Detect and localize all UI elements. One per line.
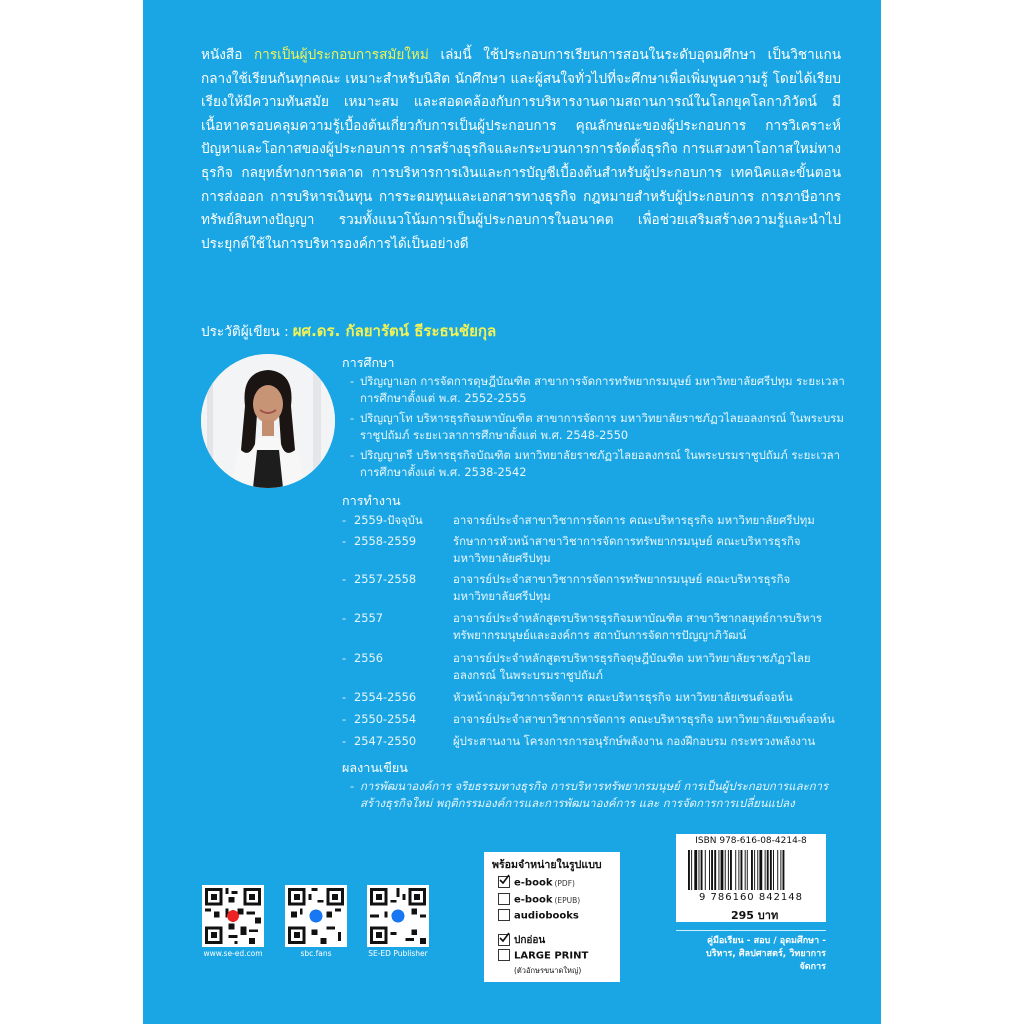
barcode-bar bbox=[751, 850, 753, 890]
barcode-bar bbox=[767, 850, 769, 890]
format-ebook-epub: e-book (EPUB) bbox=[498, 894, 580, 906]
qr-label: sbc.fans bbox=[300, 949, 332, 958]
author-label: ประวัติผู้เขียน : bbox=[201, 324, 289, 340]
author-line bbox=[201, 319, 496, 343]
divider bbox=[676, 930, 826, 931]
category: คู่มือเรียน - สอบ / อุดมศึกษา - บริหาร, ศิลปศาสตร์, วิทยาการจัดการ bbox=[705, 936, 826, 972]
barcode-bar bbox=[694, 850, 697, 890]
blurb-text: เล่มนี้ ใช้ประกอบการเรียนการสอนในระดับอุดมศึกษา เป็นวิชาแกนกลางใช้เรียนกันทุกคณะ เหมาะสำหรับนิสิต นักศึกษา และผู้สนใจทั่วไปที่จะศึกษาเพื่อเพิ่มพูนความรู้ โดยได้เรียบเรียงให้มีความทันสมัย เหมาะสม และสอดคล้องกับการบริหารงานตามสถานการณ์ในโลกยุคโลกาภิวัตน์ มีเนื้อหาครอบคลุมความรู้เบื้องต้นเกี่ยวกับการเป็นผู้ประกอบการ คุณลักษณะของผู้ประกอบการ การวิเคราะห์ปัญหาและโอกาสของผู้ประกอบการ การสร้างธุรกิจและกระบวนการการจัดตั้งธุรกิจ การแสวงหาโอกาสใหม่ทางธุรกิจ กลยุทธ์ทางการตลาด การบริหารการเงินและการบัญชีเบื้องต้นสำหรับผู้ประกอบการ เทคนิคและขั้นตอนการส่งออก การบริหารเงินทุน การระดมทุนและเอกสารทางธุรกิจ กฎหมายสำหรับผู้ประกอบการ การภาษีอากร ทรัพย์สินทางปัญญา รวมทั้งแนวโน้มการเป็นผู้ประกอบการในอนาคต เพื่อช่วยเสริมสร้างความรู้และนำไปประยุกต์ใช้ในการบริหารองค์การได้เป็นอย่างดี bbox=[201, 47, 841, 252]
work-row: - 2550-2554 อาจารย์ประจำสาขาวิชาการจัดการ คณะบริหารธุรกิจ มหาวิทยาลัยเซนต์จอห์น bbox=[342, 712, 835, 726]
barcode-bar bbox=[705, 850, 706, 890]
format-audiobooks: audiobooks bbox=[498, 910, 579, 922]
work-row: - 2557-2558 อาจารย์ประจำสาขาวิชาการจัดการทรัพยากรมนุษย์ คณะบริหารธุรกิจ มหาวิทยาลัยศรีปทุม bbox=[342, 572, 791, 603]
barcode-bar bbox=[711, 850, 713, 890]
checkbox-icon bbox=[498, 909, 510, 921]
work-row: - 2554-2556 หัวหน้ากลุ่มวิชาการจัดการ คณะบริหารธุรกิจ มหาวิทยาลัยเซนต์จอห์น bbox=[342, 690, 793, 704]
qr-label: www.se-ed.com bbox=[203, 949, 263, 958]
barcode-bar bbox=[765, 850, 766, 890]
barcode-bar bbox=[754, 850, 755, 890]
barcode-bar bbox=[773, 850, 774, 890]
barcode-bar bbox=[718, 850, 719, 890]
author-name: ผศ.ดร. กัลยารัตน์ ธีระธนชัยกุล bbox=[292, 322, 497, 340]
book-title: การเป็นผู้ประกอบการสมัยใหม่ bbox=[253, 47, 429, 63]
format-paperback: ปกอ่อน bbox=[498, 933, 545, 948]
isbn-text: ISBN 978-616-08-4214-8 bbox=[695, 836, 807, 846]
formats-title: พร้อมจำหน่ายในรูปแบบ bbox=[492, 859, 602, 871]
work-row: - 2557 อาจารย์ประจำหลักสูตรบริหารธุรกิจมหาบัณฑิต สาขาวิชากลยุทธ์การบริหารทรัพยากรมนุษย์และองค์การ สถาบันการจัดการปัญญาภิวัฒน์ bbox=[342, 611, 823, 642]
barcode-bar bbox=[747, 850, 748, 890]
barcode-bar bbox=[759, 850, 762, 890]
barcode-bar bbox=[783, 850, 785, 890]
barcode-bar bbox=[777, 850, 778, 890]
barcode-bar bbox=[741, 850, 743, 890]
checkbox-icon bbox=[498, 876, 510, 888]
qr-label: SE-ED Publisher bbox=[368, 949, 428, 958]
book-blurb bbox=[201, 44, 841, 256]
barcode-bar bbox=[738, 850, 739, 890]
barcode-bar bbox=[721, 850, 724, 890]
barcode-bar bbox=[699, 850, 700, 890]
education-title: การศึกษา bbox=[342, 355, 395, 370]
barcode-bar bbox=[780, 850, 781, 890]
qr-code-facebook-icon[interactable] bbox=[285, 885, 347, 947]
work-row: - 2559-ปัจจุบัน อาจารย์ประจำสาขาวิชาการจัดการ คณะบริหารธุรกิจ มหาวิทยาลัยศรีปทุม bbox=[342, 513, 815, 527]
checkbox-icon bbox=[498, 934, 510, 946]
barcode-bar bbox=[770, 850, 772, 890]
barcode-bar bbox=[757, 850, 758, 890]
back-cover bbox=[143, 0, 881, 1024]
large-print-note: (ตัวอักษรขนาดใหญ่) bbox=[514, 966, 582, 975]
barcode-bar bbox=[714, 850, 716, 890]
publications-list: - การพัฒนาองค์การ จริยธรรมทางธุรกิจ การบริหารทรัพยากรมนุษย์ การเป็นผู้ประกอบการและการสร้างธุรกิจใหม่ พฤติกรรมองค์การและการพัฒนาองค์การ และ การจัดการการเปลี่ยนแปลง bbox=[350, 779, 829, 810]
price: 295 บาท bbox=[731, 909, 779, 922]
blurb-pre: หนังสือ bbox=[201, 47, 254, 63]
work-row: - 2547-2550 ผู้ประสานงาน โครงการการอนุรักษ์พลังงาน กองฝึกอบรม กระทรวงพลังงาน bbox=[342, 734, 816, 748]
work-row: - 2556 อาจารย์ประจำหลักสูตรบริหารธุรกิจดุษฎีบัณฑิต มหาวิทยาลัยราชภัฏวไลยอลงกรณ์ ในพระบรมราชูปถัมภ์ bbox=[342, 651, 811, 682]
barcode-bar bbox=[730, 850, 732, 890]
work-row: - 2558-2559 รักษาการหัวหน้าสาขาวิชาการจัดการทรัพยากรมนุษย์ คณะบริหารธุรกิจ มหาวิทยาลัยศรีปทุม bbox=[342, 534, 801, 565]
checkbox-icon bbox=[498, 949, 510, 961]
format-ebook-pdf: e-book (PDF) bbox=[498, 877, 575, 889]
formats-box bbox=[484, 852, 620, 982]
barcode-bar bbox=[691, 850, 692, 890]
checkbox-icon bbox=[498, 893, 510, 905]
education-item: - ปริญญาตรี บริหารธุรกิจบัณฑิต มหาวิทยาลัยราชภัฏวไลยอลงกรณ์ ในพระบรมราชูปถัมภ์ ระยะเวลาการศึกษาตั้งแต่ พ.ศ. 2538-2542 bbox=[350, 448, 841, 479]
barcode-bar bbox=[735, 850, 736, 890]
barcode-bar bbox=[725, 850, 726, 890]
barcode-bar bbox=[701, 850, 703, 890]
barcode-digits: 9 786160 842148 bbox=[698, 892, 804, 903]
barcode-bar bbox=[688, 850, 690, 890]
qr-code-facebook-icon[interactable] bbox=[367, 885, 429, 947]
publications-title: ผลงานเขียน bbox=[342, 760, 408, 775]
education-item: - ปริญญาโท บริหารธุรกิจมหาบัณฑิต สาขาการจัดการ มหาวิทยาลัยราชภัฏวไลยอลงกรณ์ ในพระบรมราชูปถัมภ์ ระยะเวลาการศึกษาตั้งแต่ พ.ศ. 2548-2550 bbox=[350, 411, 844, 442]
format-large-print: LARGE PRINT bbox=[498, 950, 588, 962]
education-item: - ปริญญาเอก การจัดการดุษฎีบัณฑิต สาขาการจัดการทรัพยากรมนุษย์ มหาวิทยาลัยศรีปทุม ระยะเวลาการศึกษาตั้งแต่ พ.ศ. 2552-2555 bbox=[350, 374, 845, 405]
barcode-bar bbox=[709, 850, 710, 890]
qr-code-icon[interactable] bbox=[202, 885, 264, 947]
barcode-bar bbox=[728, 850, 729, 890]
author-photo bbox=[201, 354, 335, 488]
barcode-bar bbox=[745, 850, 746, 890]
work-title: การทำงาน bbox=[342, 493, 401, 508]
